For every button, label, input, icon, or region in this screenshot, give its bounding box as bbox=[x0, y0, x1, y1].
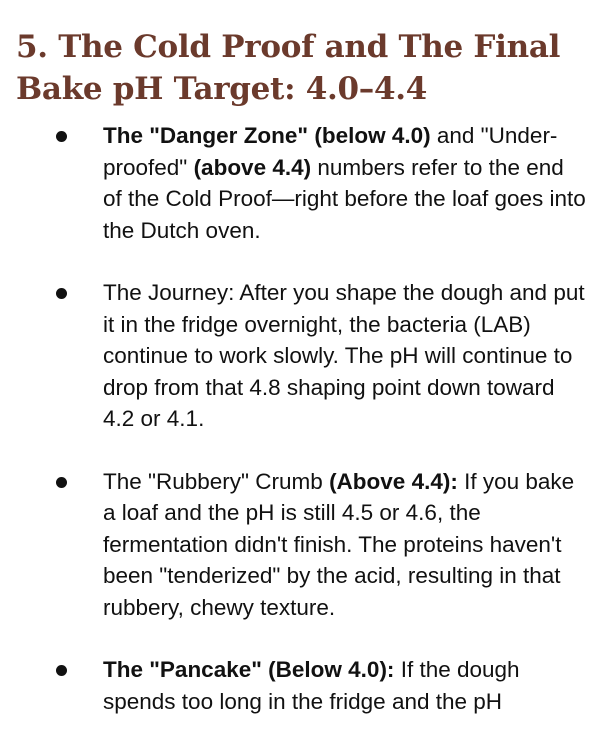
text-run: (above 4.4) bbox=[193, 154, 312, 180]
text-run: The Journey: After you shape the dough and put it in the fridge overnight, the bacteria (LAB) continue to work slowly. The pH will continue to drop from that 4.8 shaping point down toward 4.2 or 4.1. bbox=[103, 280, 585, 431]
text-run: The "Danger Zone" (below 4.0) bbox=[103, 123, 431, 148]
heading-line-1: 5. The Cold Proof and The Final bbox=[16, 29, 561, 65]
text-run: The "Pancake" (Below 4.0): bbox=[103, 657, 395, 682]
list-item-rubbery-crumb bbox=[0, 466, 600, 624]
list-item-pancake bbox=[0, 654, 600, 717]
text-run: If you bake a loaf and the pH is still 4.5 or 4.6, the fermentation didn't finish. The proteins haven't been "tenderized" by the acid, resulting in that rubbery, chewy texture. bbox=[103, 468, 575, 620]
section-heading bbox=[16, 26, 596, 110]
text-run: (Above 4.4): bbox=[329, 468, 458, 494]
bullet-icon bbox=[56, 131, 67, 142]
list-item-journey bbox=[0, 277, 600, 435]
text-run: The "Rubbery" Crumb bbox=[103, 468, 330, 494]
bullet-icon bbox=[56, 288, 67, 299]
bullet-list bbox=[0, 120, 600, 748]
text-run: If the dough spends too long in the fridge and the pH bbox=[103, 657, 520, 714]
bullet-icon bbox=[56, 477, 67, 488]
text-run: and "Under-proofed" bbox=[103, 123, 558, 180]
heading-line-2: Bake pH Target: 4.0–4.4 bbox=[16, 71, 427, 107]
bullet-icon bbox=[56, 665, 67, 676]
list-item-danger-zone bbox=[0, 120, 600, 246]
text-run: numbers refer to the end of the Cold Proof—right before the loaf goes into the Dutch oven. bbox=[103, 154, 586, 243]
